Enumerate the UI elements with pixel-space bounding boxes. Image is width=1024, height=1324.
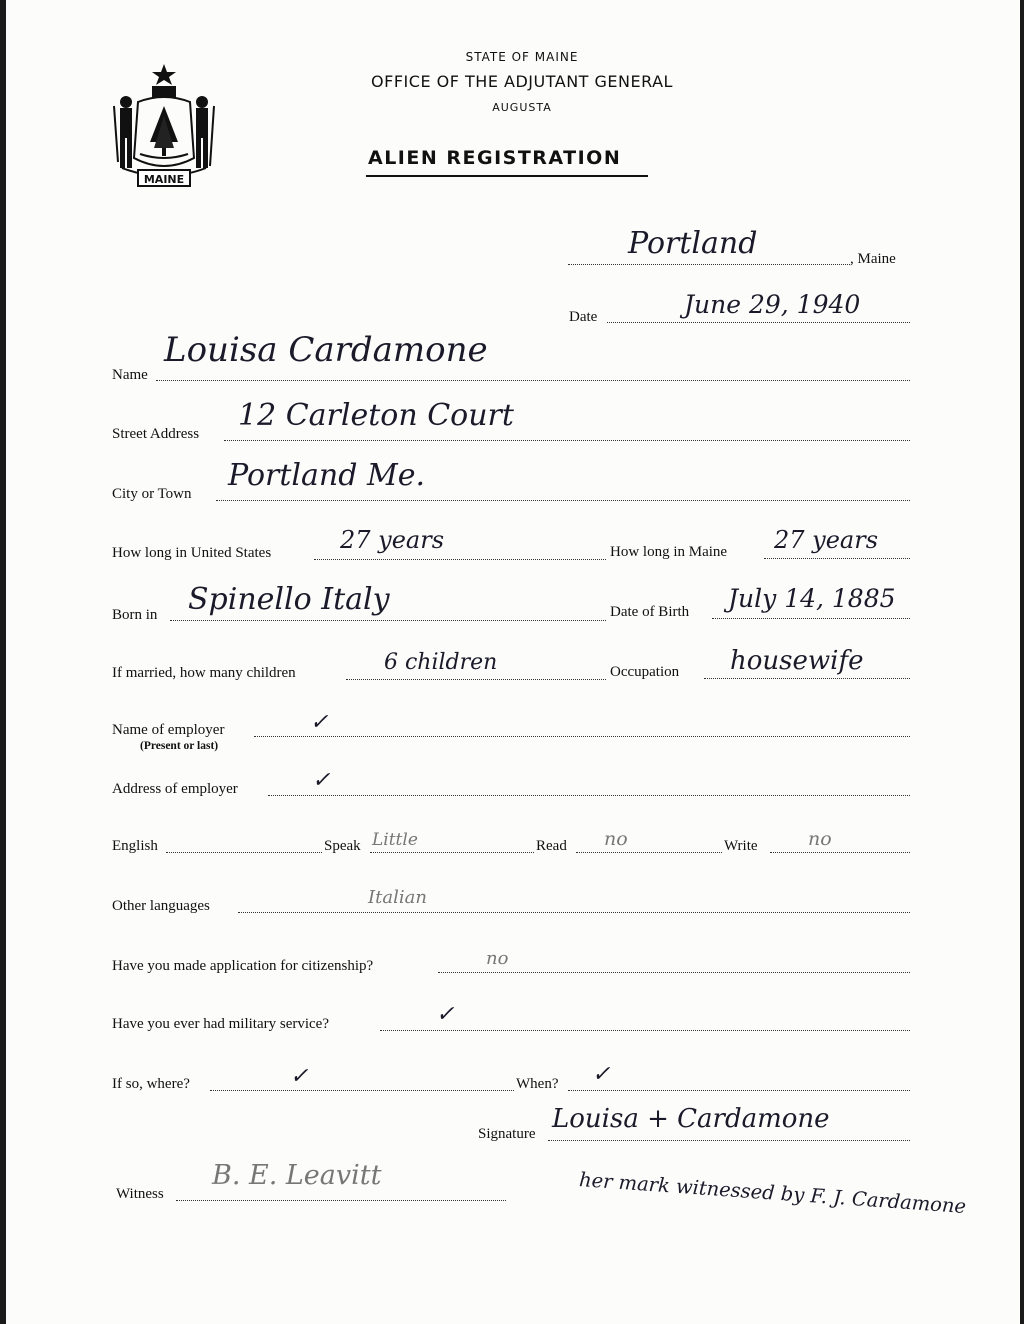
witness-value[interactable]: B. E. Leavitt (212, 1160, 382, 1191)
read-line (576, 852, 722, 853)
date-line (607, 322, 910, 323)
city-line (216, 500, 910, 501)
header-state: STATE OF MAINE (465, 50, 579, 64)
header-city: AUGUSTA (492, 101, 552, 114)
other-languages-label: Other languages (112, 898, 210, 914)
years-maine-line (764, 558, 910, 559)
citizenship-label: Have you made application for citizenship? (112, 958, 374, 974)
street-value[interactable]: 12 Carleton Court (238, 398, 514, 433)
seal-text: MAINE (143, 173, 185, 186)
dob-line (712, 618, 910, 619)
form-title: ALIEN REGISTRATION (368, 147, 622, 169)
read-label: Read (536, 838, 567, 854)
when-value[interactable]: ✓ (592, 1062, 611, 1087)
speak-line (370, 852, 534, 853)
employer-address-line (268, 795, 910, 796)
place-line (568, 264, 850, 265)
name-value[interactable]: Louisa Cardamone (164, 330, 488, 370)
write-line (770, 852, 910, 853)
scan-edge-right (1020, 0, 1024, 1324)
children-value[interactable]: 6 children (384, 650, 498, 675)
occupation-line (704, 678, 910, 679)
date-value[interactable]: June 29, 1940 (684, 290, 861, 319)
other-languages-line (238, 912, 910, 913)
years-maine-label: How long in Maine (610, 544, 728, 560)
signature-value[interactable]: Louisa + Cardamone (552, 1104, 830, 1134)
witness-note: her mark witnessed by F. J. Cardamone (578, 1168, 967, 1218)
years-us-line (314, 559, 606, 560)
dob-label: Date of Birth (610, 604, 690, 620)
citizenship-line (438, 972, 910, 973)
dob-value[interactable]: July 14, 1885 (728, 584, 896, 613)
street-label: Street Address (112, 426, 200, 442)
employer-sublabel: (Present or last) (140, 740, 219, 752)
witness-line (176, 1200, 506, 1201)
years-us-value[interactable]: 27 years (340, 526, 445, 554)
when-line (568, 1090, 910, 1091)
city-value[interactable]: Portland Me. (228, 458, 425, 493)
employer-value[interactable]: ✓ (310, 710, 329, 735)
name-label: Name (112, 367, 148, 383)
write-label: Write (724, 838, 758, 854)
military-value[interactable]: ✓ (436, 1002, 455, 1027)
speak-value[interactable]: Little (372, 830, 418, 850)
employer-line (254, 736, 910, 737)
years-maine-value[interactable]: 27 years (774, 526, 879, 554)
when-label: When? (516, 1076, 559, 1092)
place-suffix: , Maine (850, 251, 896, 267)
children-label: If married, how many children (112, 665, 296, 681)
children-line (346, 679, 606, 680)
citizenship-value[interactable]: no (486, 948, 509, 969)
date-label: Date (569, 309, 598, 325)
employer-address-value[interactable]: ✓ (312, 768, 331, 793)
witness-label: Witness (116, 1186, 164, 1202)
where-line (210, 1090, 514, 1091)
occupation-value[interactable]: housewife (730, 646, 864, 676)
title-underline (366, 175, 648, 177)
born-in-line (170, 620, 606, 621)
name-line (156, 380, 910, 381)
military-label: Have you ever had military service? (112, 1016, 329, 1032)
signature-label: Signature (478, 1126, 536, 1142)
where-label: If so, where? (112, 1076, 190, 1092)
place-value[interactable]: Portland (628, 226, 758, 261)
born-in-value[interactable]: Spinello Italy (188, 582, 390, 617)
street-line (224, 440, 910, 441)
where-value[interactable]: ✓ (290, 1064, 309, 1089)
years-us-label: How long in United States (112, 545, 272, 561)
write-value[interactable]: no (808, 828, 832, 850)
scan-edge-left (0, 0, 6, 1324)
english-line (166, 852, 322, 853)
signature-line (548, 1140, 910, 1141)
born-in-label: Born in (112, 607, 158, 623)
employer-label: Name of employer (112, 722, 225, 738)
city-label: City or Town (112, 486, 192, 502)
military-line (380, 1030, 910, 1031)
header-office: OFFICE OF THE ADJUTANT GENERAL (371, 72, 673, 91)
speak-label: Speak (324, 838, 361, 854)
occupation-label: Occupation (610, 664, 680, 680)
other-languages-value[interactable]: Italian (368, 887, 427, 908)
read-value[interactable]: no (604, 828, 628, 850)
english-label: English (112, 838, 158, 854)
employer-address-label: Address of employer (112, 781, 238, 797)
